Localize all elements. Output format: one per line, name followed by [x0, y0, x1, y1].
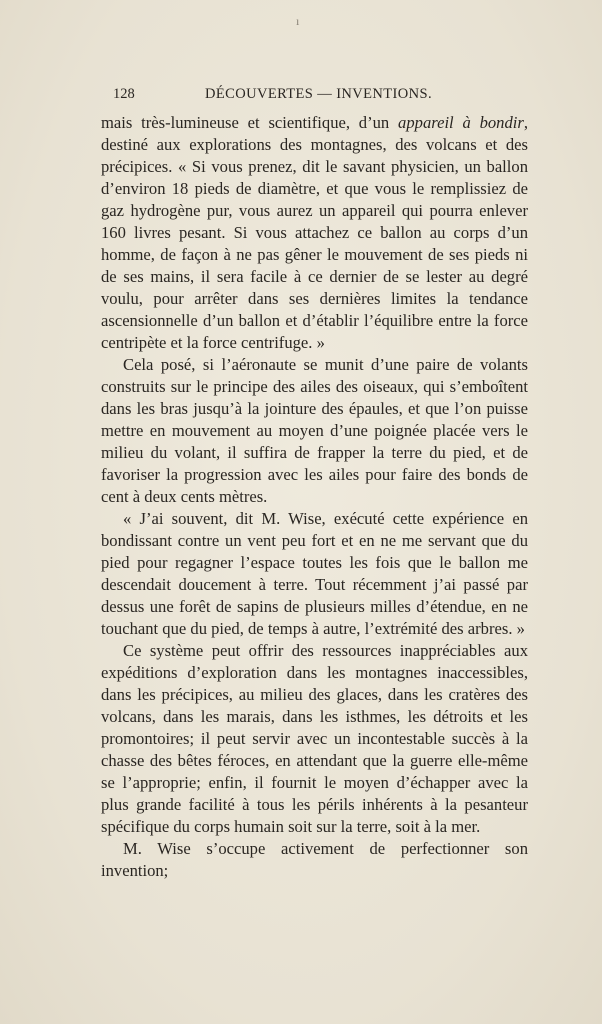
paragraph-2: Cela posé, si l’aéronaute se munit d’une paire de volants construits sur le principe des ailes des oiseaux, qui s’emboîtent dans les bras jusqu’à la jointure des épaules, et que l’on puisse mettre en mouvement au moyen d’une poignée placée vers le milieu du volant, il suffira de frapper la terre du pied, et de favoriser la progression avec les ailes pour faire des bonds de cent à deux cents mètres.: [101, 355, 528, 506]
paragraph-1-text-start: mais très-lumineuse et scientifique, d’un: [101, 113, 399, 132]
body-text: [101, 112, 528, 882]
page-number: 128: [113, 86, 135, 102]
paragraph-4: Ce système peut offrir des ressources inappréciables aux expéditions d’exploration dans les montagnes inaccessibles, dans les précipices, au milieu des glaces, dans les cratères des volcans, dans les marais, dans les isthmes, les détroits et les promontoires; il peut servir avec un incontestable succès à la chasse des bêtes féroces, en attendant que la guerre elle-même se l’approprie; enfin, il fournit le moyen d’échapper avec la plus grande facilité à tous les périls inhérents à la pesanteur spécifique du corps humain soit sur la terre, soit à la mer.: [101, 641, 528, 836]
paragraph-1: [101, 112, 528, 354]
paragraph-3: « J’ai souvent, dit M. Wise, exécuté cette expérience en bondissant contre un vent peu fort et en ne me servant que du pied pour regagner l’espace toutes les fois que le ballon me descendait doucement à terre. Tout récemment j’ai passé par dessus une forêt de sapins de plusieurs milles d’étendue, en ne touchant que du pied, de temps à autre, l’extrémité des arbres. »: [101, 509, 528, 638]
paragraph-1-text-end: , destiné aux explorations des montagnes, des volcans et des précipices. « Si vous prenez, dit le savant physicien, un ballon d’environ 18 pieds de diamètre, et que vous le remplissiez de gaz hydrogène pur, vous aurez un appareil qui pourra enlever 160 livres pesant. Si vous attachez ce ballon au corps d’un homme, de façon à ne pas gêner le mouvement de ses pieds ni de ses mains, il sera facile à ce dernier de se lester au degré voulu, pour arrêter dans ses dernières limites la tendance ascensionnelle d’un ballon et d’établir l’équilibre entre la force centripète et la force centrifuge. »: [101, 113, 528, 352]
page-blemish: ı: [296, 14, 300, 28]
paragraph-1-emphasis: appareil à bondir: [398, 113, 524, 132]
page-header: [113, 86, 524, 104]
paragraph-5: M. Wise s’occupe activement de perfectionner son invention;: [101, 839, 528, 880]
running-head: DÉCOUVERTES — INVENTIONS.: [205, 86, 433, 102]
